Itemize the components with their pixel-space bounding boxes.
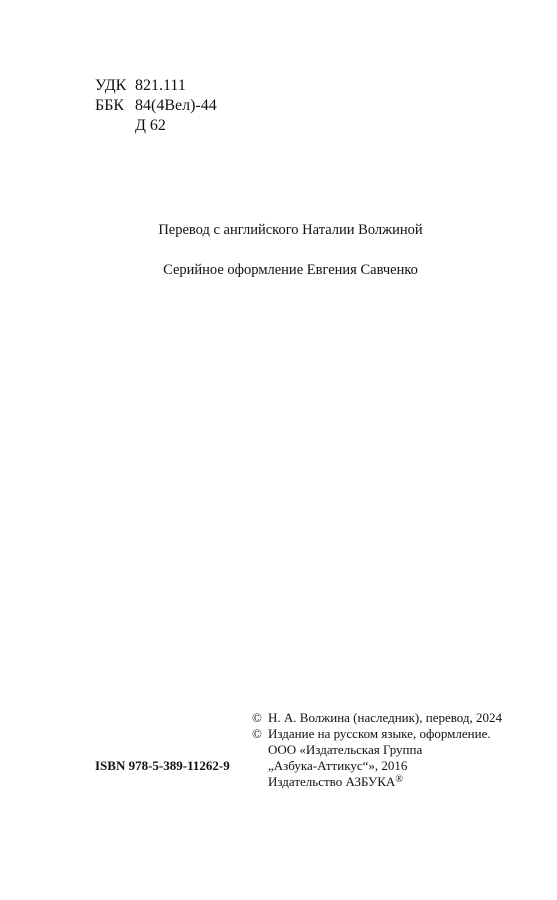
udk-line xyxy=(95,76,217,96)
copyright-block xyxy=(252,710,502,790)
copyright-line-edition: © Издание на русском языке, оформление. xyxy=(252,726,491,741)
copyright-line-publisher-name: „Азбука-Аттикус“», 2016 xyxy=(268,758,408,773)
copyright-line-publishing-house: Издательство АЗБУКА® xyxy=(268,774,403,789)
author-mark: Д 62 xyxy=(135,117,166,134)
bbk-label: ББК xyxy=(95,97,125,114)
udk-label: УДК xyxy=(95,77,127,94)
classification-block xyxy=(95,76,217,136)
series-design-credit: Серийное оформление Евгения Савченко xyxy=(163,262,418,278)
isbn: ISBN 978-5-389-11262-9 xyxy=(95,758,230,773)
bbk-line xyxy=(95,96,217,116)
translation-credit: Перевод с английского Наталии Волжиной xyxy=(158,222,423,238)
copyright-symbol: © xyxy=(252,710,262,725)
udk-value: 821.111 xyxy=(135,77,186,94)
registered-mark: ® xyxy=(395,774,403,785)
author-mark-line xyxy=(95,116,217,136)
copyright-symbol: © xyxy=(252,726,262,741)
copyright-line-translation: © Н. А. Волжина (наследник), перевод, 2024 xyxy=(252,710,503,725)
bbk-value: 84(4Вел)-44 xyxy=(135,97,217,114)
copyright-line-publisher-group: ООО «Издательская Группа xyxy=(268,742,423,757)
